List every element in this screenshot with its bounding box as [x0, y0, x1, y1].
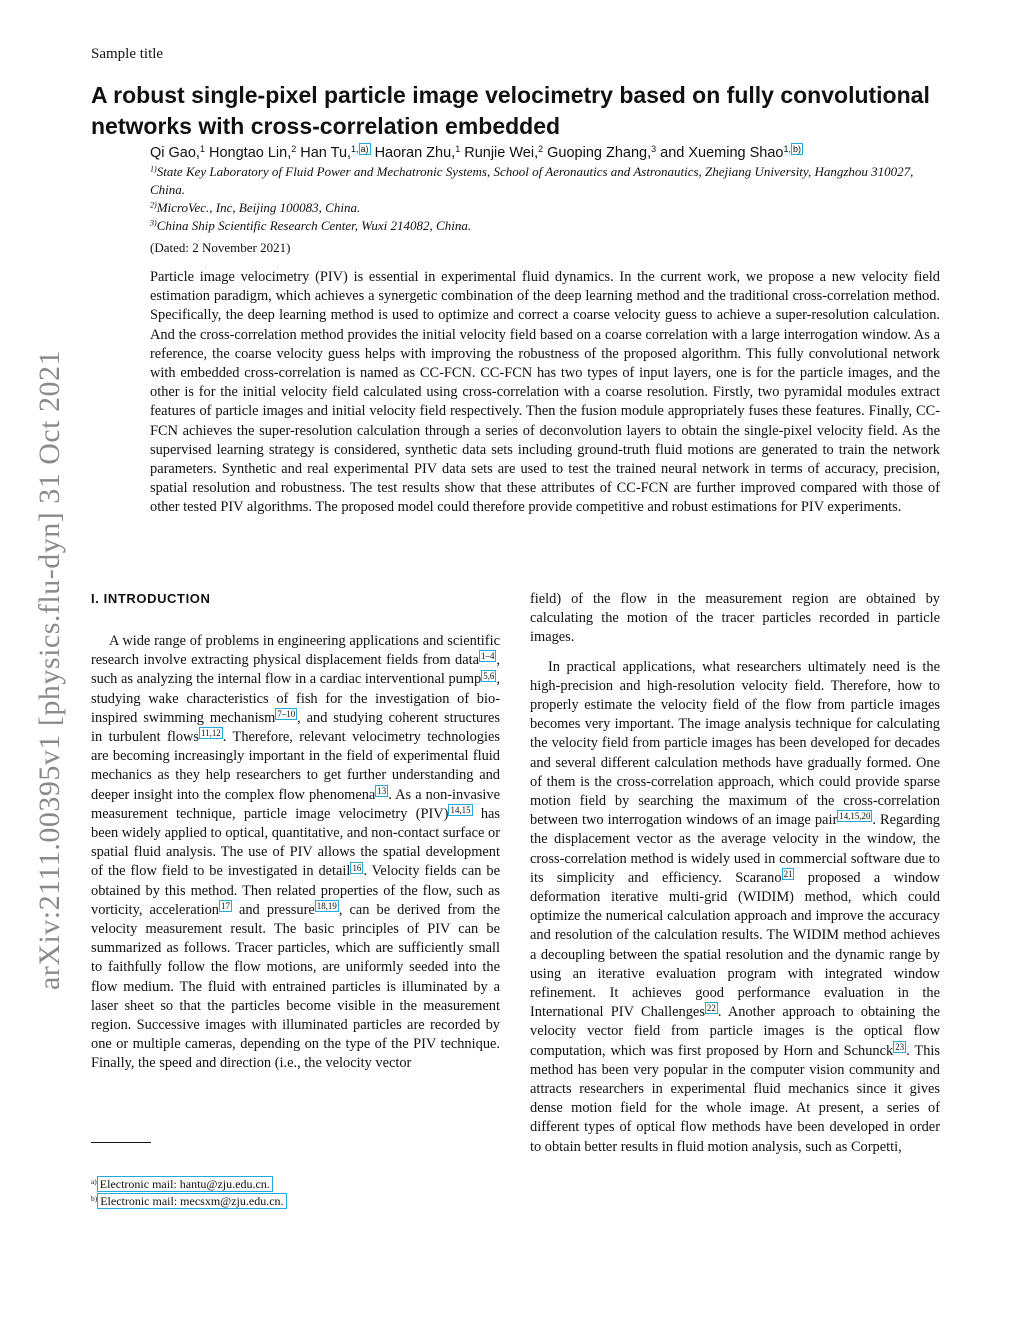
- citation-link[interactable]: 17: [221, 900, 230, 911]
- author: Runjie Wei,$^2$: [464, 144, 544, 161]
- citation-link[interactable]: 22: [706, 1003, 716, 1014]
- citation-link[interactable]: 14,15: [450, 804, 471, 815]
- paper-title: A robust single-pixel particle image velocimetry based on fully convolutional networks with cross-correlation embedded: [91, 82, 930, 139]
- email-link[interactable]: Electronic mail: hantu@zju.edu.cn.: [97, 1176, 273, 1192]
- footnotes: [91, 1176, 287, 1210]
- paragraph-text: , such as analyzing the internal flow in a cardiac interventional pump: [91, 652, 500, 688]
- citation-link[interactable]: 7–10: [277, 708, 296, 719]
- author: Haoran Zhu,$^1$: [374, 144, 461, 161]
- footnote: $^{a)}$ Electronic mail: hantu@zju.edu.cn.: [91, 1176, 287, 1193]
- right-column: [530, 590, 940, 1157]
- paragraph-text: proposed a window deformation iterative multi-grid (WIDIM) method, which could optimize the numerical calculation approach and improve the accuracy and resolution of the calculation results. The WIDIM method achieves a decoupling between the spatial resolution and the dynamic range by using an iterative evaluation program with integrated window refinement. It achieves good performance evaluation in the International PIV Challenges: [530, 869, 940, 1021]
- author: Han Tu,$^{1, a)}$: [300, 144, 369, 161]
- affiliation: $^{1)}$State Key Laboratory of Fluid Power and Mechatronic Systems, School of Aeronautics and Astronautics, Zhejiang University, Hangzhou 310027, China.: [150, 164, 914, 197]
- body-paragraph: [91, 632, 500, 1074]
- footnote-link-b[interactable]: b): [793, 144, 801, 155]
- body-paragraph: field) of the flow in the measurement region are obtained by calculating the motion of the tracer particles recorded in particle images.: [530, 591, 940, 646]
- author: Hongtao Lin,$^2$: [209, 144, 297, 161]
- left-column: [91, 632, 500, 1074]
- citation-link[interactable]: 1–4: [481, 651, 495, 662]
- paragraph-text: , studying wake characteristics of fish for the investigation of bio-inspired swimming mechanism: [91, 671, 500, 726]
- paragraph-text: , can be derived from the velocity measurement result. The basic principles of PIV can be summarized as follows. Tracer particles, which are sufficiently small to faithfully follow the flow motions, are uniformly seeded into the flow medium. The fluid with entrained particles is illuminated by a laser sheet so that the particles become visible in the measurement region. Successive images with illuminated particles are recorded by one or multiple cameras, depending on the type of the PIV technique. Finally, the speed and direction (i.e., the velocity vector: [91, 901, 500, 1072]
- affiliation: $^{3)}$China Ship Scientific Research Center, Wuxi 214082, China.: [150, 218, 472, 233]
- citation-link[interactable]: 13: [377, 785, 387, 796]
- author: Qi Gao,$^1$: [150, 144, 205, 161]
- paragraph-text: . Regarding the displacement vector as the average velocity in the window, the cross-correlation method is widely used in commercial software due to its simplicity and efficiency. Scarano: [530, 812, 940, 886]
- citation-link[interactable]: 11,12: [201, 728, 221, 739]
- paragraph-text: . Therefore, relevant velocimetry technologies are becoming increasingly important in the field of experimental fluid mechanics as they help researchers to get further understanding and deeper insight into the complex flow phenomena: [91, 729, 500, 803]
- date-line: (Dated: 2 November 2021): [150, 240, 291, 255]
- citation-link[interactable]: 18,19: [316, 900, 337, 911]
- author-list: [150, 143, 950, 163]
- citation-link[interactable]: 21: [783, 868, 793, 879]
- paragraph-text: and pressure: [231, 901, 315, 918]
- paragraph-text: , and studying coherent structures in turbulent flows: [91, 709, 500, 746]
- body-paragraph: [530, 658, 940, 1157]
- paragraph-text: A wide range of problems in engineering applications and scientific research involve extracting physical displacement fields from data: [91, 633, 500, 669]
- affiliations: [150, 163, 940, 235]
- paragraph-text: . Another approach to obtaining the velocity vector field from particle images is the optical flow computation, which was first proposed by Horn and Schunck: [530, 1004, 940, 1059]
- email-link[interactable]: Electronic mail: mecsxm@zju.edu.cn.: [97, 1193, 286, 1209]
- paragraph-text: In practical applications, what researchers ultimately need is the high-precision and high-resolution velocity field. Therefore, how to properly estimate the velocity field of the flow from particle images becomes very important. The image analysis technique for calculating the velocity field from particle images has been developed for decades and several different calculation methods have gradually formed. One of them is the cross-correlation approach, which could provide sparse motion field by searching the maximum of the cross-correlation between two interrogation windows of an image pair: [530, 658, 940, 829]
- section-heading: I. INTRODUCTION: [91, 591, 211, 606]
- paragraph-text: has been widely applied to optical, quantitative, and non-contact surface or spatial fluid analysis. The use of PIV allows the spatial development of the flow field to be investigated in detail: [91, 805, 500, 880]
- citation-link[interactable]: 14,15,20: [839, 811, 871, 822]
- paragraph-text: . Velocity fields can be obtained by this method. Then related properties of the flow, such as vorticity, acceleration: [91, 863, 500, 918]
- citation-link[interactable]: 23: [895, 1041, 905, 1052]
- citation-link[interactable]: 16: [352, 862, 362, 873]
- arxiv-identifier[interactable]: arXiv:2111.00395v1 [physics.flu-dyn] 31 Oct 2021: [33, 349, 66, 991]
- citation-link[interactable]: 5,6: [483, 670, 495, 681]
- author: and Xueming Shao$^{1, b)}$: [660, 144, 801, 161]
- paragraph-text: . As a non-invasive measurement technique, particle image velocimetry (PIV): [91, 786, 501, 822]
- paragraph-text: . This method has been very popular in the computer vision community and attracts researchers in experimental fluid mechanics since it gives dense motion field for the whole image. At present, a series of different types of optical flow methods have been developed in order to obtain better results in fluid motion analysis, such as Corpetti,: [530, 1042, 940, 1155]
- abstract: Particle image velocimetry (PIV) is essential in experimental fluid dynamics. In the current work, we propose a new velocity field estimation paradigm, which achieves a synergetic combination of the deep learning method and the traditional cross-correlation method. Specifically, the deep learning method is used to optimize and correct a coarse velocity guess to achieve a super-resolution calculation. And the cross-correlation method provides the initial velocity field based on a coarse correlation with a large interrogation window. As a reference, the coarse velocity guess helps with improving the robustness of the proposed algorithm. This fully convolutional network with embedded cross-correlation is named as CC-FCN. CC-FCN has two types of input layers, one is for the particle images, and the other is for the initial velocity field calculated using cross-correlation with a coarse resolution. Firstly, two pyramidal modules extract features of particle images and initial velocity field respectively. Then the fusion module appropriately fuses these features. Finally, CC-FCN achieves the super-resolution calculation through a series of deconvolution layers to obtain the single-pixel velocity field. As the supervised learning strategy is considered, synthetic data sets including ground-truth fluid motions are generated to train the network parameters. Synthetic and real experimental PIV data sets are used to test the trained neural network in terms of accuracy, precision, spatial resolution and robustness. The test results show that these attributes of CC-FCN are further improved compared with those of other tested PIV algorithms. The proposed model could therefore provide competitive and robust estimations for PIV experiments.: [150, 269, 940, 516]
- footnote-divider: [91, 1142, 151, 1143]
- author: Guoping Zhang,$^3$: [547, 144, 657, 161]
- footnote: $^{b)}$ Electronic mail: mecsxm@zju.edu.cn.: [91, 1193, 287, 1210]
- affiliation: $^{2)}$MicroVec., Inc, Beijing 100083, China.: [150, 200, 361, 215]
- footnote-link-a[interactable]: a): [360, 144, 369, 155]
- running-title: Sample title: [91, 46, 164, 62]
